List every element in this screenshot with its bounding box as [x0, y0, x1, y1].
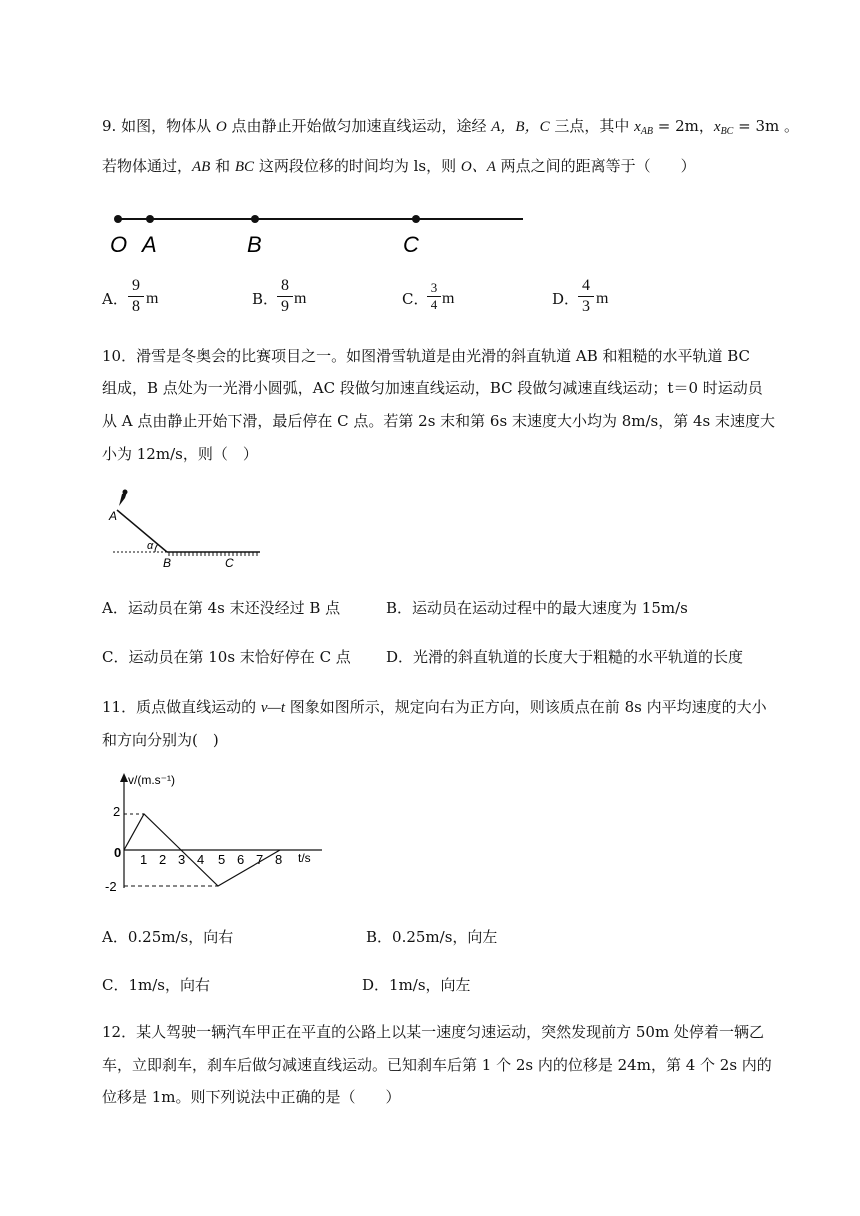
q11-option-b[interactable]: B．0.25m/s，向左 — [366, 928, 498, 946]
q11-option-a[interactable]: A．0.25m/s，向右 — [102, 928, 234, 946]
q11-origin-label: 0 — [114, 845, 122, 860]
q10-incline — [117, 510, 167, 552]
q9-point-a — [146, 215, 154, 223]
q10-stem-line4: 小为 12m/s，则（ ） — [102, 445, 258, 463]
q10-stem-line1: 10．滑雪是冬奥会的比赛项目之一。如图滑雪轨道是由光滑的斜直轨道 AB 和粗糙的水平轨道 BC — [102, 347, 751, 365]
q9-point-o — [114, 215, 122, 223]
q11-option-d[interactable]: D．1m/s，向左 — [362, 976, 471, 994]
q10-label-alpha: α — [147, 540, 154, 552]
q11-x-tick-8: 8 — [275, 852, 283, 867]
q10-option-d[interactable]: D．光滑的斜直轨道的长度大于粗糙的水平轨道的长度 — [386, 648, 744, 666]
q10-option-a[interactable]: A．运动员在第 4s 末还没经过 B 点 — [102, 599, 341, 617]
q9-option-a-letter[interactable]: A． — [102, 290, 128, 308]
q11-stem-line2: 和方向分别为( ) — [102, 731, 219, 749]
q9-stem-line2: 若物体通过，AB 和 BC 这两段位移的时间均为 ls，则 O、A 两点之间的距离等于（ ） — [102, 157, 696, 175]
q9-option-d-unit: m — [596, 290, 609, 307]
q11-y-tick-neg2: -2 — [105, 879, 117, 894]
q11-x-tick-2: 2 — [159, 852, 167, 867]
q12-stem-line1: 12．某人驾驶一辆汽车甲正在平直的公路上以某一速度匀速运动，突然发现前方 50m 处停着一辆乙 — [102, 1023, 764, 1041]
q9-point-c — [412, 215, 420, 223]
q11-x-tick-1: 1 — [140, 852, 148, 867]
q10-label-c: C — [225, 556, 234, 570]
q9-stem-line1: 9. 如图，物体从 O 点由静止开始做匀加速直线运动，途经 A，B，C 三点，其中 $x_{AB} = 2m$，$x_{BC} = 3m$ 。 — [102, 117, 799, 137]
q11-x-tick-4: 4 — [197, 852, 205, 867]
q9-option-b-fraction: 8 9 — [277, 277, 293, 316]
q11-y-axis-label: v/(m.s⁻¹) — [128, 773, 175, 787]
q9-label-c: C — [403, 232, 419, 257]
q11-vt-graph — [100, 770, 330, 895]
q9-option-a-fraction: 9 8 — [128, 277, 144, 316]
q11-x-tick-labels — [140, 852, 282, 867]
q9-label-a: A — [142, 232, 157, 257]
q9-option-c-letter[interactable]: C． — [402, 290, 429, 308]
q11-x-tick-6: 6 — [237, 852, 245, 867]
q9-option-b-unit: m — [294, 290, 307, 307]
q9-option-d-letter[interactable]: D． — [552, 290, 580, 308]
q12-stem-line3: 位移是 1m。则下列说法中正确的是（ ） — [102, 1088, 401, 1106]
q10-figure — [105, 488, 270, 573]
q9-option-b-letter[interactable]: B． — [252, 290, 279, 308]
q10-stem-line2: 组成，B 点处为一光滑小圆弧，AC 段做匀加速直线运动，BC 段做匀减速直线运动；t＝0 时运动员 — [102, 379, 763, 397]
q10-option-b[interactable]: B．运动员在运动过程中的最大速度为 15m/s — [386, 599, 688, 617]
q9-point-b — [251, 215, 259, 223]
q9-label-b: B — [247, 232, 262, 257]
q9-option-a-unit: m — [146, 290, 159, 307]
q10-option-c[interactable]: C．运动员在第 10s 末恰好停在 C 点 — [102, 648, 351, 666]
q9-option-c-unit: m — [442, 290, 455, 307]
q12-stem-line2: 车，立即刹车，刹车后做匀减速直线运动。已知刹车后第 1 个 2s 内的位移是 24m，第 4 个 2s 内的 — [102, 1056, 772, 1074]
q11-y-axis-arrow — [120, 773, 128, 782]
q10-angle-arc — [155, 544, 158, 552]
q11-x-tick-3: 3 — [178, 852, 186, 867]
q11-y-tick-2: 2 — [113, 804, 121, 819]
q10-label-b: B — [163, 556, 172, 570]
q11-x-tick-7: 7 — [256, 852, 264, 867]
q9-option-d-fraction: 4 3 — [578, 277, 594, 316]
q11-option-c[interactable]: C．1m/s，向右 — [102, 976, 210, 994]
q11-x-axis-label: t/s — [298, 851, 311, 865]
q11-x-tick-5: 5 — [218, 852, 226, 867]
q11-stem-line1: 11．质点做直线运动的 v—t 图象如图所示，规定向右为正方向，则该质点在前 8s 内平均速度的大小 — [102, 698, 767, 716]
q10-label-a: A — [109, 509, 118, 523]
skier-icon — [119, 490, 128, 507]
q9-figure — [105, 205, 535, 260]
q9-option-c-fraction: 3 4 — [427, 281, 441, 312]
q10-stem-line3: 从 A 点由静止开始下滑，最后停在 C 点。若第 2s 末和第 6s 末速度大小均为 8m/s，第 4s 末速度大 — [102, 412, 776, 430]
q9-label-o: O — [110, 232, 128, 257]
